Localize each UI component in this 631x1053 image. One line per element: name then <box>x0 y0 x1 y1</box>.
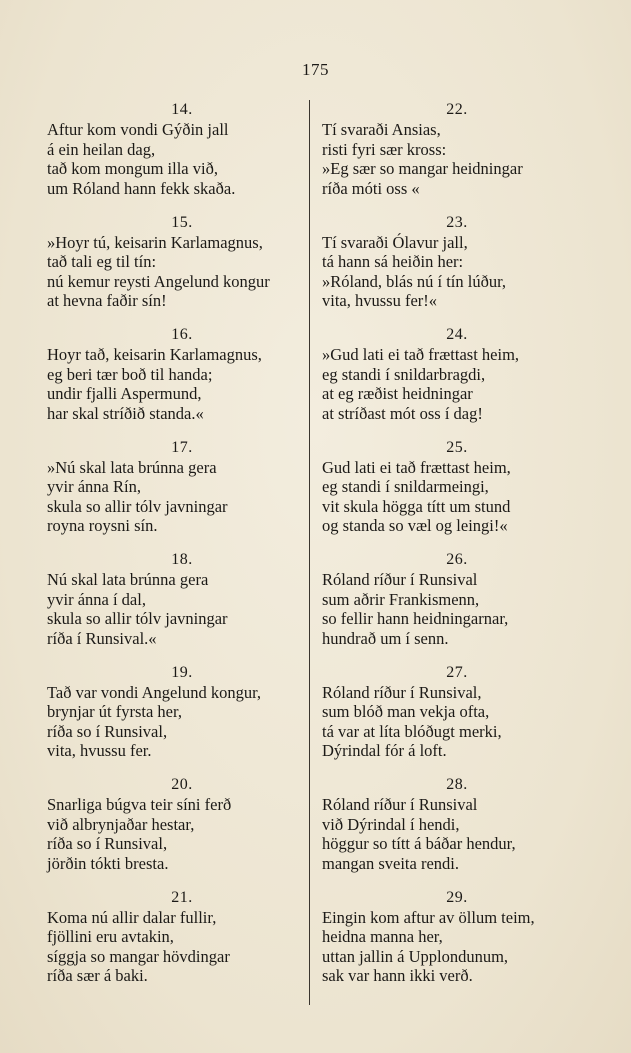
verse-line: vita, hvussu fer. <box>47 741 152 760</box>
verse-line: royna roysni sín. <box>47 516 158 535</box>
verse-line: tá hann sá heiðin her: <box>322 252 464 271</box>
stanza <box>47 663 317 761</box>
stanza <box>47 438 317 536</box>
verse-line: ríða sær á baki. <box>47 966 148 985</box>
verse-line: skula so allir tólv javningar <box>47 496 228 516</box>
verse-line: uttan jallin á Upplondunum, <box>322 946 509 966</box>
column-divider <box>309 100 310 1005</box>
stanza-number: 26. <box>446 551 468 568</box>
verse-line: ríða í Runsival.« <box>47 628 157 648</box>
stanza <box>322 100 592 198</box>
verse-line: »Róland, blás nú í tín lúður, <box>322 271 507 291</box>
verse-line: skula so allir tólv javningar <box>47 609 228 628</box>
verse-line: »Nú skal lata brúnna gera <box>47 457 217 477</box>
verse-line: ríða so í Runsival, <box>47 721 168 741</box>
verse-line: mangan sveita rendi. <box>322 853 459 873</box>
verse-line: har skal stríðið standa.« <box>47 403 204 423</box>
verse-line: yvir ánna Rín, <box>47 477 141 496</box>
verse-line: jörðin tókti bresta. <box>47 853 169 873</box>
verse-line: ríða so í Runsival, <box>47 834 168 853</box>
verse-line: Gud lati ei tað frættast heim, <box>322 457 511 477</box>
verse-line: síggja so mangar hövdingar <box>47 946 230 966</box>
verse-line: Róland ríður í Runsival <box>322 795 478 814</box>
verse-line: brynjar út fyrsta her, <box>47 702 182 721</box>
verse-line: eg beri tær boð til handa; <box>47 364 213 384</box>
stanza <box>47 213 317 311</box>
stanza <box>322 550 592 648</box>
stanza-number: 24. <box>446 326 468 343</box>
stanza <box>47 550 317 648</box>
verse-line: risti fyri sær kross: <box>322 139 447 159</box>
left-column <box>47 100 317 1000</box>
verse-line: undir fjalli Aspermund, <box>47 384 202 403</box>
stanza <box>47 888 317 986</box>
stanza <box>47 100 317 198</box>
verse-line: um Róland hann fekk skaða. <box>47 178 236 198</box>
stanza-number: 29. <box>446 888 468 906</box>
stanza-number: 20. <box>171 776 193 793</box>
stanza <box>322 438 592 536</box>
verse-line: heidna manna her, <box>322 927 443 946</box>
verse-line: fjöllini eru avtakin, <box>47 927 174 946</box>
verse-line: at eg ræðist heidningar <box>322 384 473 403</box>
verse-line: eg standi í snildarbragdi, <box>322 364 486 384</box>
verse-line: Tí svaraði Ólavur jall, <box>322 232 468 252</box>
verse-line: tá var at líta blóðugt merki, <box>322 721 502 741</box>
verse-line: at hevna faðir sín! <box>47 291 167 310</box>
verse-line: Eingin kom aftur av öllum teim, <box>322 907 535 927</box>
page-number: 175 <box>302 60 329 79</box>
stanza-number: 22. <box>446 101 468 118</box>
stanza-number: 25. <box>446 438 468 456</box>
verse-line: höggur so títt á báðar hendur, <box>322 834 516 853</box>
stanza <box>322 888 592 986</box>
verse-line: hundrað um í senn. <box>322 628 449 648</box>
verse-line: vit skula högga títt um stund <box>322 496 511 516</box>
verse-line: sak var hann ikki verð. <box>322 966 473 985</box>
verse-line: ríða móti oss « <box>322 178 420 198</box>
verse-line: eg standi í snildarmeingi, <box>322 477 489 496</box>
verse-line: sum aðrir Frankismenn, <box>322 589 480 609</box>
verse-line: »Eg sær so mangar heidningar <box>322 159 523 178</box>
verse-line: Tað var vondi Angelund kongur, <box>47 682 262 702</box>
stanza-number: 27. <box>446 663 468 681</box>
stanza-number: 14. <box>171 101 193 118</box>
verse-line: sum blóð man vekja ofta, <box>322 702 490 721</box>
verse-line: við Dýrindal í hendi, <box>322 814 460 834</box>
verse-line: nú kemur reysti Angelund kongur <box>47 271 270 291</box>
verse-line: Nú skal lata brúnna gera <box>47 570 209 589</box>
stanza <box>322 325 592 423</box>
verse-line: »Hoyr tú, keisarin Karlamagnus, <box>47 232 263 252</box>
verse-line: og standa so væl og leingi!« <box>322 516 508 535</box>
stanza-number: 19. <box>171 663 193 681</box>
verse-line: Tí svaraði Ansias, <box>322 120 441 139</box>
stanza-number: 21. <box>171 888 193 906</box>
stanza-number: 23. <box>446 213 468 231</box>
stanza <box>322 213 592 311</box>
verse-line: so fellir hann heidningarnar, <box>322 609 509 628</box>
stanza-number: 17. <box>171 438 193 456</box>
stanza <box>47 775 317 873</box>
verse-line: Dýrindal fór á loft. <box>322 741 447 760</box>
verse-line: Aftur kom vondi Gýðin jall <box>47 120 229 139</box>
stanza-number: 16. <box>171 326 193 343</box>
stanza <box>322 663 592 761</box>
verse-line: Róland ríður í Runsival, <box>322 682 482 702</box>
stanza-number: 15. <box>171 213 193 231</box>
stanza-number: 18. <box>171 551 193 568</box>
stanza <box>322 775 592 873</box>
verse-line: Koma nú allir dalar fullir, <box>47 907 217 927</box>
verse-line: at stríðast mót oss í dag! <box>322 403 483 423</box>
verse-line: yvir ánna í dal, <box>47 589 146 609</box>
verse-line: við albrynjaðar hestar, <box>47 814 195 834</box>
verse-line: Snarliga búgva teir síni ferð <box>47 795 232 814</box>
verse-line: á ein heilan dag, <box>47 139 156 159</box>
stanza <box>47 325 317 423</box>
verse-line: tað tali eg til tín: <box>47 252 157 271</box>
verse-line: tað kom mongum illa við, <box>47 159 218 178</box>
verse-line: Róland ríður í Runsival <box>322 570 478 589</box>
verse-line: vita, hvussu fer!« <box>322 291 438 310</box>
right-column <box>322 100 592 1000</box>
verse-line: Hoyr tað, keisarin Karlamagnus, <box>47 345 262 364</box>
stanza-number: 28. <box>446 776 468 793</box>
verse-line: »Gud lati ei tað frættast heim, <box>322 345 520 364</box>
